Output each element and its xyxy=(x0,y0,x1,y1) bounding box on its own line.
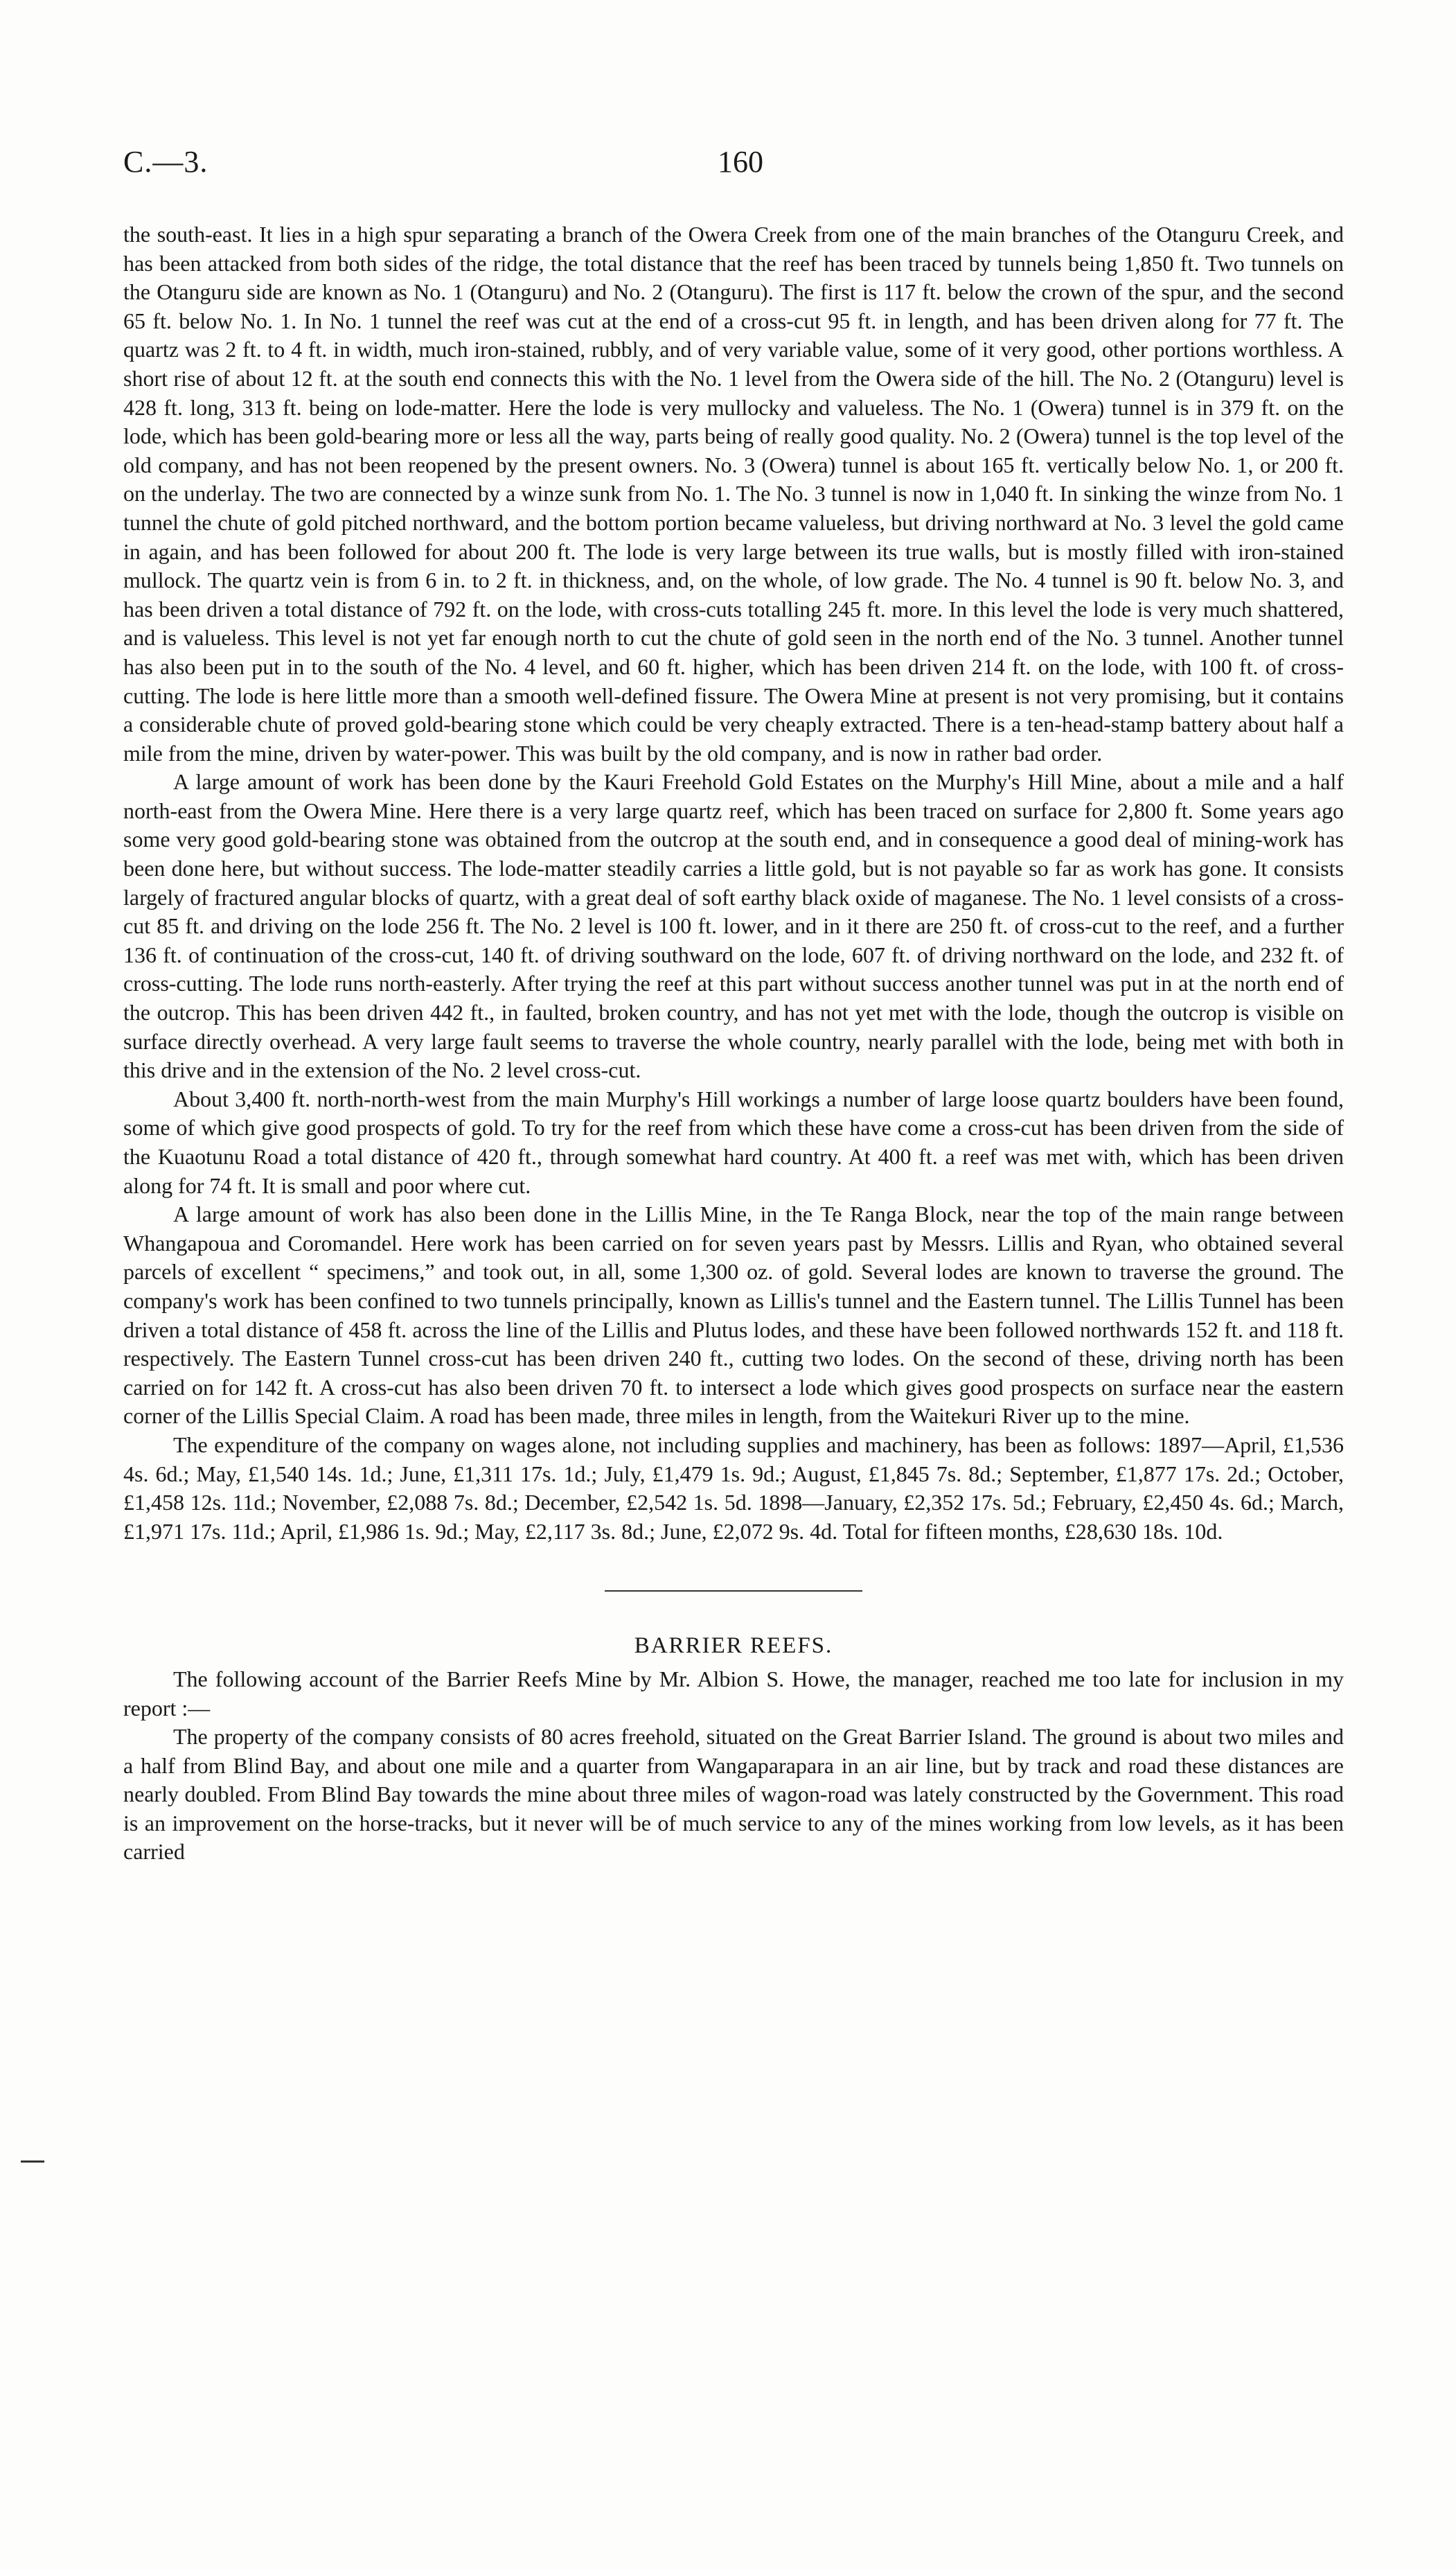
paragraph-murphys-hill: A large amount of work has been done by the Kauri Freehold Gold Estates on the Murphy's Hill Mine, about a mile and a half north-east from the Owera Mine. Here there is a very large quartz reef, which has been traced on surface for 2,800 ft. Some years ago some very good gold-bearing stone was obtained from the outcrop at the south end, and in consequence a good deal of mining-work has been done here, but without success. The lode-matter steadily carries a little gold, but is not payable so far as work has gone. It consists largely of fractured angular blocks of quartz, with a great deal of soft earthy black oxide of maganese. The No. 1 level consists of a cross-cut 85 ft. and driving on the lode 256 ft. The No. 2 level is 100 ft. lower, and in it there are 250 ft. of cross-cut to the reef, and a further 136 ft. of continuation of the cross-cut, 140 ft. of driving southward on the lode, 607 ft. of driving northward on the lode, and 232 ft. of cross-cutting. The lode runs north-easterly. After trying the reef at this part without success another tunnel was put in at the north end of the outcrop. This has been driven 442 ft., in faulted, broken country, and has not yet met with the lode, though the outcrop is visible on surface directly overhead. A very large fault seems to traverse the whole country, nearly parallel with the lode, being met with both in this drive and in the extension of the No. 2 level cross-cut. xyxy=(123,769,1344,1083)
paragraph-barrier-property: The property of the company consists of 80 acres freehold, situated on the Great Barrier Island. The ground is about two miles and a half from Blind Bay, and about one mile and a quarter from Wangaparapara in an air line, but by track and road these distances are nearly doubled. From Blind Bay towards the mine about three miles of wagon-road was lately constructed by the Government. This road is an improvement on the horse-tracks, but it never will be of much service to any of the mines working from low levels, as it has been carried xyxy=(123,1724,1344,1865)
paragraph-lillis-mine: A large amount of work has also been done in the Lillis Mine, in the Te Ranga Block, near the top of the main range between Whangapoua and Coromandel. Here work has been carried on for seven years past by Messrs. Lillis and Ryan, who obtained several parcels of excellent “ specimens,” and took out, in all, some 1,300 oz. of gold. Several lodes are known to traverse the ground. The company's work has been confined to two tunnels principally, known as Lillis's tunnel and the Eastern tunnel. The Lillis Tunnel has been driven a total distance of 458 ft. across the line of the Lillis and Plutus lodes, and these have been followed northwards 152 ft. and 118 ft. respectively. The Eastern Tunnel cross-cut has been driven 240 ft., cutting two lodes. On the second of these, driving north has been carried on for 142 ft. A cross-cut has also been driven 70 ft. to intersect a lode which gives good prospects on surface near the eastern corner of the Lillis Special Claim. A road has been made, three miles in length, from the Waitekuri River up to the mine. xyxy=(123,1202,1344,1429)
paragraph-expenditure: The expenditure of the company on wages alone, not including supplies and machinery, has been as follows: 1897—April, £1,536 4s. 6d.; May, £1,540 14s. 1d.; June, £1,311 17s. 1d.; July, £1,479 1s. 9d.; August, £1,845 7s. 8d.; September, £1,877 17s. 2d.; October, £1,458 12s. 11d.; November, £2,088 7s. 8d.; December, £2,542 1s. 5d. 1898—January, £2,352 17s. 5d.; February, £2,450 4s. 6d.; March, £1,971 17s. 11d.; April, £1,986 1s. 9d.; May, £2,117 3s. 8d.; June, £2,072 9s. 4d. Total for fifteen months, £28,630 18s. 10d. xyxy=(123,1432,1344,1544)
page-header xyxy=(123,144,1344,186)
margin-mark xyxy=(21,2160,44,2163)
paragraph-owera-mine: the south-east. It lies in a high spur separating a branch of the Owera Creek from one of the main branches of the Otanguru Creek, and has been attacked from both sides of the ridge, the total distance that the reef has been traced by tunnels being 1,850 ft. Two tunnels on the Otanguru side are known as No. 1 (Otanguru) and No. 2 (Otanguru). The first is 117 ft. below the crown of the spur, and the second 65 ft. below No. 1. In No. 1 tunnel the reef was cut at the end of a cross-cut 95 ft. in length, and has been driven along for 77 ft. The quartz was 2 ft. to 4 ft. in width, much iron-stained, rubbly, and of very variable value, some of it very good, other portions worthless. A short rise of about 12 ft. at the south end connects this with the No. 1 level from the Owera side of the hill. The No. 2 (Otanguru) level is 428 ft. long, 313 ft. being on lode-matter. Here the lode is very mullocky and valueless. The No. 1 (Owera) tunnel is in 379 ft. on the lode, which has been gold-bearing more or less all the way, parts being of really good quality. No. 2 (Owera) tunnel is the top level of the old company, and has not been reopened by the present owners. No. 3 (Owera) tunnel is about 165 ft. vertically below No. 1, or 200 ft. on the underlay. The two are connected by a winze sunk from No. 1. The No. 3 tunnel is now in 1,040 ft. In sinking the winze from No. 1 tunnel the chute of gold pitched northward, and the bottom portion became valueless, but driving northward at No. 3 level the gold came in again, and has been followed for about 200 ft. The lode is very large between its true walls, but is mostly filled with iron-stained mullock. The quartz vein is from 6 in. to 2 ft. in thickness, and, on the whole, of low grade. The No. 4 tunnel is 90 ft. below No. 3, and has been driven a total distance of 792 ft. on the lode, with cross-cuts totalling 245 ft. more. In this level the lode is very much shattered, and is valueless. This level is not yet far enough north to cut the chute of gold seen in the north end of the No. 3 tunnel. Another tunnel has also been put in to the south of the No. 4 level, and 60 ft. higher, which has been driven 214 ft. on the lode, with 100 ft. of cross-cutting. The lode is here little more than a smooth well-defined fissure. The Owera Mine at present is not very promising, but it contains a considerable chute of proved gold-bearing stone which could be very cheaply extracted. There is a ten-head-stamp battery about half a mile from the mine, driven by water-power. This was built by the old company, and is now in rather bad order. xyxy=(123,222,1344,766)
paragraph-barrier-intro: The following account of the Barrier Reefs Mine by Mr. Albion S. Howe, the manager, reached me too late for inclusion in my report :— xyxy=(123,1666,1344,1720)
section-divider xyxy=(605,1590,862,1592)
document-reference: C.—3. xyxy=(123,145,208,179)
page-body xyxy=(123,220,1344,1867)
paragraph-quartz-boulders: About 3,400 ft. north-north-west from the main Murphy's Hill workings a number of large loose quartz boulders have been found, some of which give good prospects of gold. To try for the reef from which these have come a cross-cut has been driven from the side of the Kuaotunu Road a total distance of 420 ft., through somewhat hard country. At 400 ft. a reef was met with, which has been driven along for 74 ft. It is small and poor where cut. xyxy=(123,1086,1344,1198)
page-number: 160 xyxy=(718,145,763,179)
section-title: BARRIER REEFS. xyxy=(634,1633,833,1659)
